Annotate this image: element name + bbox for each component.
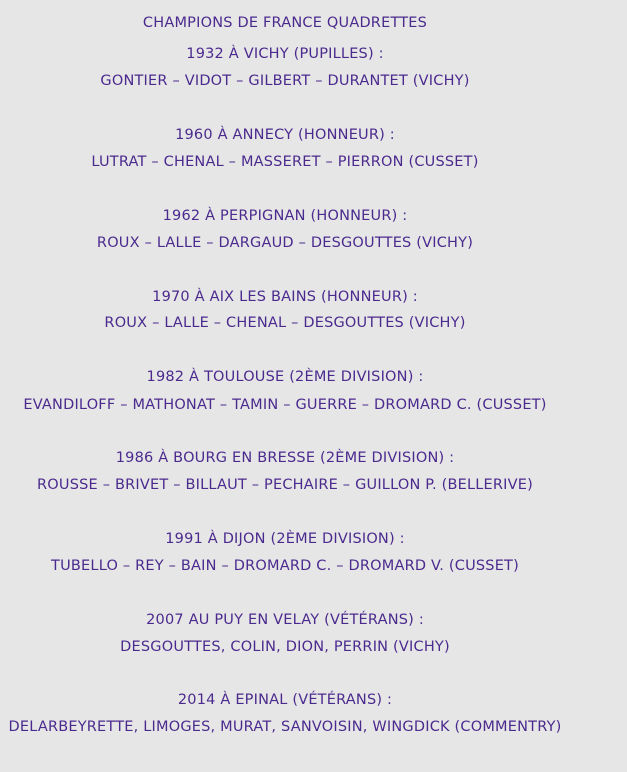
entry-team: LUTRAT – CHENAL – MASSERET – PIERRON (CUSSET) — [91, 154, 479, 170]
entry-heading: 2014 À EPINAL (VÉTÉRANS) : — [177, 692, 393, 708]
entry-team: ROUSSE – BRIVET – BILLAUT – PECHAIRE – GUILLON P. (BELLERIVE) — [37, 477, 533, 493]
entry-team: DESGOUTTES, COLIN, DION, PERRIN (VICHY) — [120, 639, 450, 655]
entry-team: ROUX – LALLE – CHENAL – DESGOUTTES (VICHY) — [104, 315, 466, 331]
entry-heading: 1970 À AIX LES BAINS (HONNEUR) : — [152, 289, 418, 305]
entry-heading: 2007 AU PUY EN VELAY (VÉTÉRANS) : — [146, 612, 424, 628]
entry-heading: 1932 À VICHY (PUPILLES) : — [186, 46, 384, 62]
entry-team: DELARBEYRETTE, LIMOGES, MURAT, SANVOISIN, WINGDICK (COMMENTRY) — [8, 719, 562, 735]
entry-team: GONTIER – VIDOT – GILBERT – DURANTET (VICHY) — [100, 73, 470, 89]
entry-heading: 1962 À PERPIGNAN (HONNEUR) : — [162, 208, 408, 224]
entry-team: ROUX – LALLE – DARGAUD – DESGOUTTES (VICHY) — [96, 235, 474, 251]
entry-heading: 1991 À DIJON (2ÈME DIVISION) : — [165, 531, 405, 547]
page-title: CHAMPIONS DE FRANCE QUADRETTES — [142, 15, 428, 31]
entry-heading: 1986 À BOURG EN BRESSE (2ÈME DIVISION) : — [115, 450, 455, 466]
entry-heading: 1960 À ANNECY (HONNEUR) : — [175, 127, 395, 143]
entry-heading: 1982 À TOULOUSE (2ÈME DIVISION) : — [146, 369, 424, 385]
entry-team: TUBELLO – REY – BAIN – DROMARD C. – DROMARD V. (CUSSET) — [51, 558, 519, 574]
entry-team: EVANDILOFF – MATHONAT – TAMIN – GUERRE – DROMARD C. (CUSSET) — [23, 397, 547, 413]
